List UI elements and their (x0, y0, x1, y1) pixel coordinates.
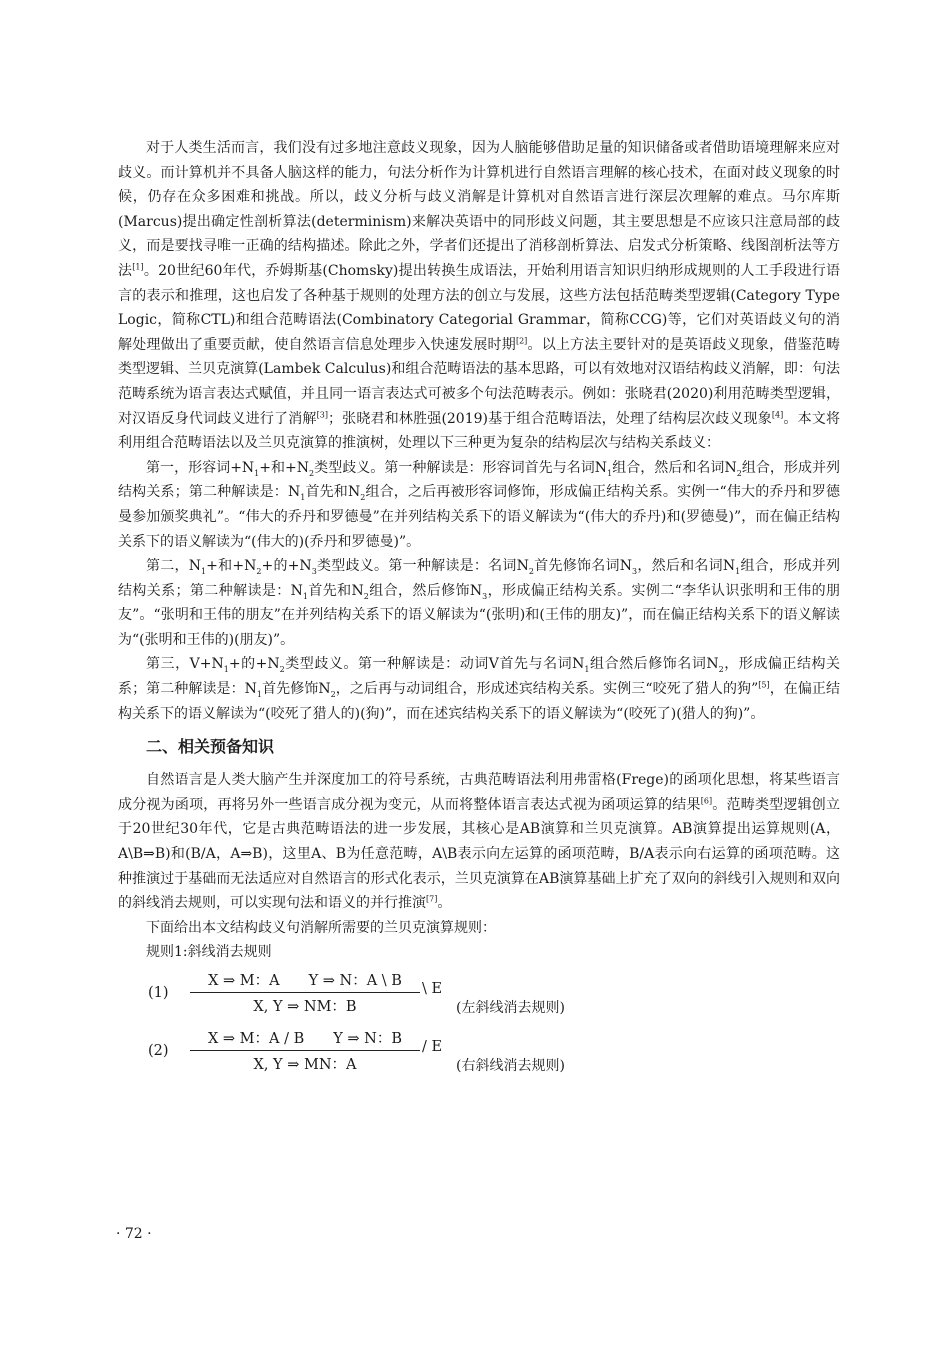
rule-premise: X ⇒ M：A / B Y ⇒ N：B (207, 1031, 403, 1047)
text: 组合，然后修饰N (368, 582, 483, 599)
citation: [2] (515, 336, 528, 346)
rule-note: (右斜线消去规则) (456, 1058, 565, 1074)
subscript: 1 (584, 665, 590, 675)
text: 组合，然后和名词N (612, 459, 737, 476)
subscript: 1 (201, 566, 207, 576)
paragraph-3 (118, 554, 840, 652)
subscript: 1 (223, 665, 229, 675)
rule-mark: \ E (422, 981, 443, 997)
subscript: 1 (607, 468, 613, 478)
paragraph-4 (118, 652, 840, 726)
rule-number: (1) (148, 985, 169, 1001)
paragraph-5 (118, 768, 840, 916)
citation: [1] (132, 262, 144, 272)
text: 第三，V+N (146, 656, 224, 673)
rule-conclusion: X, Y ⇒ NM：B (253, 999, 357, 1015)
text: 。以上方法主要针对的是英语歧义现象，借鉴范畴类型逻辑、兰贝克演算(Lambek Calculus)和组合范畴语法的基本思路，可以有效地对汉语结构歧义消解，即：句法范畴系统为语言表达式赋值，并且同一语言表达式可被多个句法范畴表示。例如：张晓君(2020)利用范畴类型逻辑，对汉语反身代词歧义进行了消解 (118, 336, 841, 427)
rule-note: (左斜线消去规则) (456, 1000, 565, 1016)
citation: [7] (426, 894, 438, 904)
rule-title: 规则1:斜线消去规则 (146, 944, 272, 961)
inference-fraction (190, 1027, 420, 1074)
text: 第二，N (146, 558, 202, 575)
text: ，之后再与动词组合，形成述宾结构关系。实例三“咬死了猎人的狗” (335, 681, 759, 698)
subscript: 1 (300, 493, 306, 503)
subscript: 2 (330, 689, 336, 699)
subscript: 2 (718, 665, 724, 675)
subscript: 1 (735, 566, 741, 576)
subscript: 2 (360, 493, 366, 503)
text: 自然语言是人类大脑产生并深度加工的符号系统，古典范畴语法利用弗雷格(Frege)的函项化思想，将某些语言成分视为函项，再将另外一些语言成分视为变元，从而将整体语言表达式视为函项运算的结果 (118, 772, 840, 813)
subscript: 2 (279, 665, 285, 675)
paragraph-6: 下面给出本文结构歧义句消解所需要的兰贝克演算规则： (146, 919, 496, 936)
text: 首先修饰N (262, 681, 331, 698)
text: 首先和N (307, 582, 364, 599)
rule-premise: X ⇒ M：A Y ⇒ N：A \ B (208, 973, 402, 989)
inference-line (190, 1050, 420, 1051)
citation: [5] (758, 680, 770, 690)
page-body (118, 136, 840, 1085)
subscript: 2 (363, 591, 369, 601)
subscript: 3 (482, 591, 488, 601)
rule-right-slash-elimination (118, 1027, 840, 1079)
text: 第一，形容词+N (146, 459, 255, 476)
rule-mark: / E (422, 1039, 443, 1055)
text: 组合，形成并列结构关系；第二种解读是：N (118, 459, 841, 501)
text: 对于人类生活而言，我们没有过多地注意歧义现象，因为人脑能够借助足量的知识储备或者借助语境理解来应对歧义。而计算机并不具备人脑这样的能力，句法分析作为计算机进行自然语言理解的核心技术，在面对歧义现象的时候，仍存在众多困难和挑战。所以，歧义分析与歧义消解是计算机对自然语言进行深层次理解的难点。马尔库斯(Marcus)提出确定性剖析算法(determinism)来解决英语中的同形歧义问题，其主要思想是不应该只注意局部的歧义，而是要找寻唯一正确的结构描述。除此之外，学者们还提出了消移剖析算法、启发式分析策略、线图剖析法等方法 (118, 140, 840, 279)
paragraph-2 (118, 456, 840, 554)
section-heading: 二、相关预备知识 (146, 737, 275, 757)
rule-left-slash-elimination (118, 969, 840, 1021)
subscript: 1 (256, 689, 262, 699)
subscript: 3 (632, 566, 638, 576)
citation: [4] (771, 409, 784, 419)
subscript: 3 (311, 566, 317, 576)
subscript: 2 (256, 566, 262, 576)
rule-conclusion: X, Y ⇒ MN：A (253, 1057, 357, 1073)
text: 。20世纪60年代，乔姆斯基(Chomsky)提出转换生成语法，开始利用语言知识归纳形成规则的人工手段进行语言的表示和推理，这也启发了各种基于规则的处理方法的创立与发展，这些方法包括范畴类型逻辑(Category Type Logic，简称CTL)和组合范畴语法(Combinatory Categorial Grammar，简称CCG)等，它们对英语歧义句的消解处理做出了重要贡献，使自然语言信息处理步入快速发展时期 (118, 262, 841, 353)
subscript: 2 (309, 468, 315, 478)
subscript: 1 (302, 591, 308, 601)
subscript: 2 (736, 468, 742, 478)
text: ；张晓君和林胜强(2019)基于组合范畴语法，处理了结构层次歧义现象 (327, 410, 772, 427)
text: +和+N (259, 459, 310, 476)
text: 组合，之后再被形容词修饰，形成偏正结构关系。实例一“伟大的乔丹和罗德曼参加颁奖典礼”。“伟大的乔丹和罗德曼”在并列结构关系下的语义解读为“(伟大的乔丹)和(罗德曼)”，而在偏正结构关系下的语义解读为“(伟大的)(乔丹和罗德曼)”。 (118, 484, 841, 550)
page-number: · 72 · (116, 1226, 152, 1242)
citation: [6] (700, 796, 713, 806)
text: +的+N (228, 656, 280, 673)
text: 。范畴类型逻辑创立于20世纪30年代，它是古典范畴语法的进一步发展，其核心是AB演算和兰贝克演算。AB演算提出运算规则(A，A\B⇒B)和(B/A，A⇒B)，这里A、B为任意范畴，A\B表示向左运算的函项范畴，B/A表示向右运算的函项范畴。这种推演过于基础而无法适应对自然语言的形式化表示，兰贝克演算在AB演算基础上扩充了双向的斜线引入规则和双向的斜线消去规则，可以实现句法和语义的并行推演 (118, 796, 841, 912)
text: 类型歧义。第一种解读是：名词N (316, 558, 529, 575)
rule-number: (2) (148, 1043, 169, 1059)
paragraph-1 (118, 136, 840, 456)
text: 类型歧义。第一种解读是：形容词首先与名词N (314, 459, 608, 476)
text: 组合然后修饰名词N (589, 656, 719, 673)
inference-line (190, 992, 420, 993)
citation: [3] (316, 409, 328, 419)
text: 首先和N (305, 484, 361, 501)
subscript: 1 (254, 468, 260, 478)
text: 。本文将利用组合范畴语法以及兰贝克演算的推演树，处理以下三种更为复杂的结构层次与结构关系歧义： (118, 410, 840, 452)
text: ，在偏正结构关系下的语义解读为“(咬死了猎人的)(狗)”，而在述宾结构关系下的语义解读为“(咬死了)(猎人的狗)”。 (118, 681, 841, 722)
text: 类型歧义。第一种解读是：动词V首先与名词N (284, 656, 585, 673)
text: 组合，形成并列结构关系；第二种解读是：N (118, 558, 841, 599)
text: 。 (437, 895, 452, 912)
text: 首先修饰名词N (533, 558, 633, 575)
text: +的+N (261, 558, 312, 575)
text: +和+N (206, 558, 257, 575)
subscript: 2 (528, 566, 534, 576)
text: ，形成偏正结构关系；第二种解读是：N (118, 656, 841, 698)
text: ，形成偏正结构关系。实例二“李华认识张明和王伟的朋友”。“张明和王伟的朋友”在并列结构关系下的语义解读为“(张明)和(王伟的朋友)”，而在偏正结构关系下的语义解读为“(张明和王伟的)(朋友)”。 (118, 582, 841, 648)
inference-fraction (190, 969, 420, 1016)
text: ，然后和名词N (637, 558, 736, 575)
